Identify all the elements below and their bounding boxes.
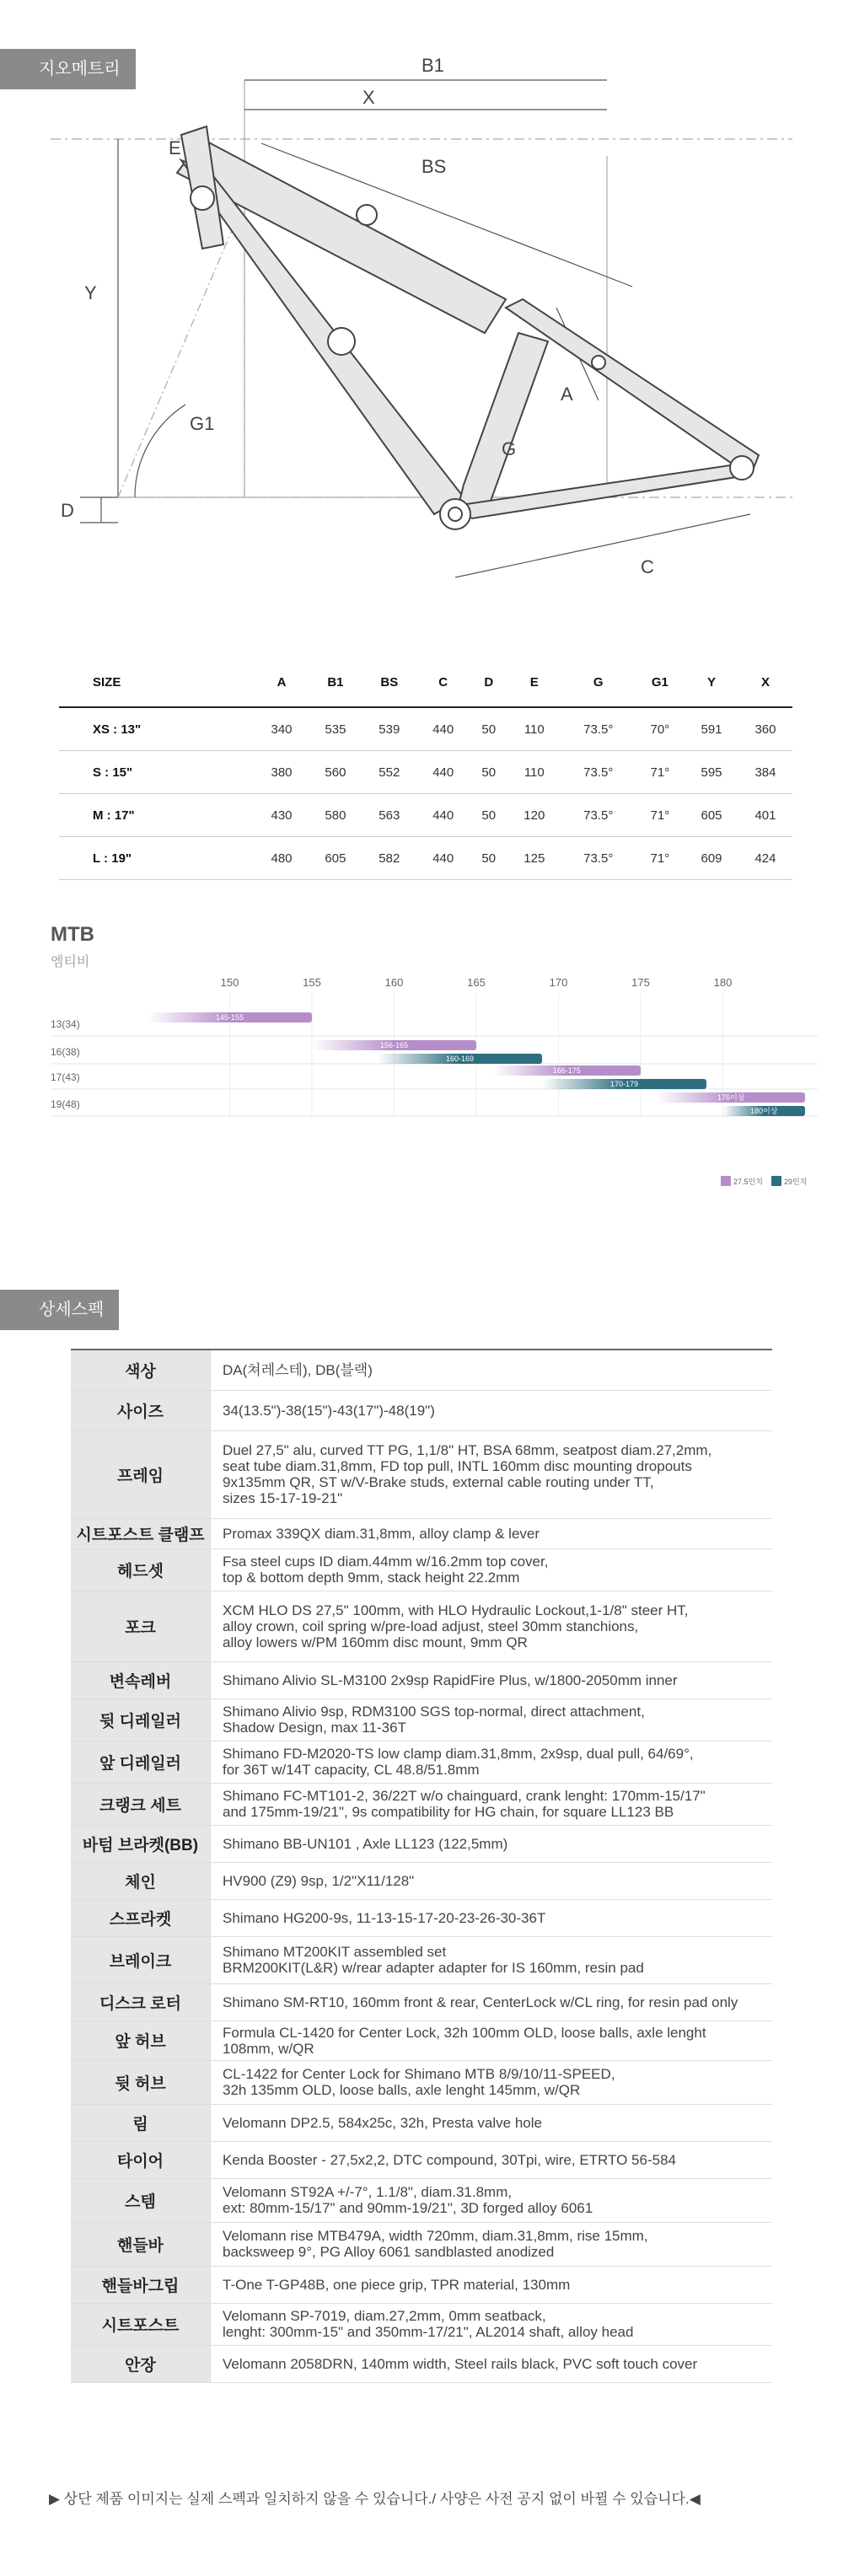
geometry-cell: 424 [738,837,792,880]
spec-label: 변속레버 [71,1661,211,1699]
geometry-cell: 605 [309,837,362,880]
spec-label: 림 [71,2104,211,2141]
spec-row [71,2060,772,2104]
spec-value-line: XCM HLO DS 27,5" 100mm, with HLO Hydraulic Lockout,1-1/8" steer HT, [223,1602,689,1618]
spec-value-line: top & bottom depth 9mm, stack height 22.2mm [223,1570,520,1586]
geometry-header-cell: X [738,657,792,707]
geometry-cell: 71° [636,751,685,794]
geometry-cell: 563 [362,794,416,837]
geometry-cell: 73.5° [561,751,636,794]
mtb-chart-title: MTB [51,923,94,946]
label-d: D [61,500,74,521]
spec-value-line: BRM200KIT(L&R) w/rear adapter adapter for IS 160mm, resin pad [223,1960,644,1976]
spec-value [211,1699,773,1741]
range-bar-label: 180이상 [750,1107,778,1115]
geometry-cell: 535 [309,707,362,751]
spec-row [71,2303,772,2345]
spec-value-line: ext: 80mm-15/17" and 90mm-19/21", 3D forged alloy 6061 [223,2200,593,2216]
spec-value-line: Velomann ST92A +/-7°, 1.1/8", diam.31.8mm, [223,2184,513,2200]
geometry-cell: 401 [738,794,792,837]
geometry-cell: 120 [507,794,561,837]
spec-label: 색상 [71,1350,211,1390]
legend-label-29: 29인치 [784,1178,808,1186]
spec-value-line: Velomann 2058DRN, 140mm width, Steel rails black, PVC soft touch cover [223,2355,698,2372]
geometry-cell: 552 [362,751,416,794]
label-b1: B1 [422,55,444,76]
spec-value-line: alloy crown, coil spring w/pre-load adjust, steel 30mm stanchions, [223,1618,639,1634]
spec-row [71,2345,772,2382]
spec-row [71,2178,772,2222]
axis-tick-label: 170 [549,976,568,989]
spec-value-line: Shimano SM-RT10, 160mm front & rear, CenterLock w/CL ring, for resin pad only [223,1994,738,2010]
spec-label: 포크 [71,1591,211,1661]
spec-row [71,2021,772,2060]
spec-value-line: Shimano FD-M2020-TS low clamp diam.31,8mm, 2x9sp, dual pull, 64/69°, [223,1746,694,1762]
spec-value-line: seat tube diam.31,8mm, FD top pull, INTL 160mm disc mounting dropouts [223,1458,692,1474]
geometry-cell: 582 [362,837,416,880]
geometry-cell: 539 [362,707,416,751]
geometry-header-cell: A [255,657,309,707]
spec-value [211,2021,773,2060]
label-x: X [362,87,375,108]
range-bar-label: 176이상 [717,1093,745,1102]
spec-value-line: Velomann rise MTB479A, width 720mm, diam.31,8mm, rise 15mm, [223,2228,648,2244]
spec-label: 사이즈 [71,1390,211,1430]
spec-label: 체인 [71,1862,211,1899]
geometry-cell: 340 [255,707,309,751]
geometry-cell: 580 [309,794,362,837]
spec-row [71,1936,772,1983]
geometry-cell: 110 [507,707,561,751]
label-y: Y [84,282,97,303]
spec-value [211,2222,773,2266]
spec-value [211,2266,773,2303]
spec-row [71,1548,772,1591]
geometry-cell: 440 [416,707,470,751]
label-g1: G1 [190,413,215,434]
spec-label: 앞 허브 [71,2021,211,2060]
spec-label: 디스크 로터 [71,1983,211,2021]
geometry-cell: L : 19" [59,837,255,880]
label-e: E [169,137,181,158]
geometry-cell: 71° [636,794,685,837]
spec-value-line: T-One T-GP48B, one piece grip, TPR material, 130mm [223,2276,571,2293]
spec-label: 핸들바 [71,2222,211,2266]
spec-value-line: Shimano MT200KIT assembled set [223,1944,447,1960]
geometry-cell: 125 [507,837,561,880]
spec-value-line: alloy lowers w/PM 160mm disc mount, 9mm QR [223,1634,528,1650]
spec-table [71,1349,772,2383]
spec-row [71,2266,772,2303]
spec-value-line: 34(13.5")-38(15")-43(17")-48(19") [223,1402,435,1419]
geometry-header-cell: E [507,657,561,707]
disclaimer-note: ▶ 상단 제품 이미지는 실제 스펙과 일치하지 않을 수 있습니다./ 사양은 사전 공지 없이 바뀔 수 있습니다.◀ [49,2491,701,2507]
spec-label: 시트포스트 [71,2303,211,2345]
geometry-row [59,707,792,751]
geometry-cell: 110 [507,751,561,794]
spec-value-line: sizes 15-17-19-21" [223,1490,343,1506]
spec-value [211,1983,773,2021]
legend-swatch-27-5 [721,1176,731,1186]
row-label: 16(38) [51,1046,80,1058]
geometry-cell: 440 [416,794,470,837]
label-bs: BS [422,156,447,177]
geometry-header-cell: D [470,657,507,707]
spec-value [211,2303,773,2345]
geometry-cell: 384 [738,751,792,794]
spec-value [211,2141,773,2178]
axis-tick-label: 175 [631,976,650,989]
spec-label: 헤드셋 [71,1548,211,1591]
spec-row [71,2222,772,2266]
spec-label: 핸들바그립 [71,2266,211,2303]
row-label: 13(34) [51,1018,80,1030]
spec-value [211,1390,773,1430]
spec-value [211,2060,773,2104]
spec-row [71,1899,772,1936]
geometry-cell: 591 [685,707,738,751]
geometry-cell: 595 [685,751,738,794]
geometry-header-cell: C [416,657,470,707]
spec-value-line: Shimano HG200-9s, 11-13-15-17-20-23-26-30-36T [223,1909,546,1926]
spec-value-line: Promax 339QX diam.31,8mm, alloy clamp & lever [223,1525,540,1542]
geometry-cell: 50 [470,707,507,751]
spec-value [211,1591,773,1661]
label-g: G [502,438,517,459]
spec-value [211,2178,773,2222]
mtb-chart-subtitle: 엠티비 [51,955,90,969]
legend-swatch-29 [771,1176,781,1186]
spec-value-line: Shimano FC-MT101-2, 36/22T w/o chainguard, crank lenght: 170mm-15/17" [223,1788,706,1804]
axis-tick-label: 160 [384,976,404,989]
spec-value-line: 9x135mm QR, ST w/V-Brake studs, external cable routing under TT, [223,1474,654,1490]
geometry-cell: 73.5° [561,837,636,880]
spec-value-line: and 175mm-19/21", 9s compatibility for HG chain, for square LL123 BB [223,1804,674,1820]
geometry-table [59,657,792,880]
geometry-cell: 609 [685,837,738,880]
geometry-header-cell: G [561,657,636,707]
spec-value [211,1430,773,1518]
spec-value [211,1350,773,1390]
spec-row [71,1390,772,1430]
spec-label: 스템 [71,2178,211,2222]
spec-row [71,1661,772,1699]
spec-row [71,1783,772,1825]
row-label: 19(48) [51,1098,80,1110]
spec-value-line: CL-1422 for Center Lock for Shimano MTB 8/9/10/11-SPEED, [223,2066,615,2082]
spec-label: 프레임 [71,1430,211,1518]
spec-value-line: Fsa steel cups ID diam.44mm w/16.2mm top cover, [223,1554,549,1570]
geometry-cell: 50 [470,751,507,794]
geometry-row [59,837,792,880]
geometry-cell: 73.5° [561,707,636,751]
spec-value-line: Shadow Design, max 11-36T [223,1720,406,1736]
spec-value-line: Velomann SP-7019, diam.27,2mm, 0mm seatback, [223,2308,546,2324]
spec-value-line: DA(쳐레스테), DB(블랙) [223,1361,373,1378]
spec-value-line: HV900 (Z9) 9sp, 1/2"X11/128" [223,1872,415,1889]
axis-tick-label: 165 [467,976,486,989]
spec-value [211,1661,773,1699]
geometry-cell: 73.5° [561,794,636,837]
geometry-cell: XS : 13" [59,707,255,751]
geometry-header-cell: B1 [309,657,362,707]
geometry-header-cell: BS [362,657,416,707]
range-bar-label: 160-169 [445,1055,475,1063]
label-a: A [561,384,573,405]
size-chart [42,961,835,1205]
spec-row [71,1741,772,1783]
range-bar-label: 166-175 [552,1066,581,1075]
spec-value [211,1936,773,1983]
frame-geometry-diagram [51,46,792,586]
geometry-cell: 50 [470,837,507,880]
geometry-row [59,794,792,837]
spec-row [71,2104,772,2141]
spec-value-line: Formula CL-1420 for Center Lock, 32h 100mm OLD, loose balls, axle lenght 108mm, w/QR [223,2024,706,2057]
geometry-cell: 430 [255,794,309,837]
legend-label-27-5: 27.5인치 [733,1178,763,1186]
spec-value-line: Duel 27,5" alu, curved TT PG, 1,1/8" HT, BSA 68mm, seatpost diam.27,2mm, [223,1442,712,1458]
spec-row [71,1983,772,2021]
spec-label: 브레이크 [71,1936,211,1983]
spec-value [211,2104,773,2141]
range-bar-label: 156-165 [379,1041,409,1049]
spec-label: 뒷 디레일러 [71,1699,211,1741]
geometry-cell: 440 [416,837,470,880]
spec-tag: 상세스펙 [0,1290,119,1330]
spec-value-line: Velomann DP2.5, 584x25c, 32h, Presta valve hole [223,2114,542,2131]
geometry-cell: M : 17" [59,794,255,837]
spec-value-line: Kenda Booster - 27,5x2,2, DTC compound, 30Tpi, wire, ETRTO 56-584 [223,2151,676,2168]
spec-label: 타이어 [71,2141,211,2178]
geometry-cell: 71° [636,837,685,880]
spec-value-line: backsweep 9°, PG Alloy 6061 sandblasted anodized [223,2244,555,2260]
spec-row [71,2141,772,2178]
geometry-cell: 360 [738,707,792,751]
spec-row [71,1518,772,1548]
geometry-cell: 70° [636,707,685,751]
spec-value [211,1862,773,1899]
spec-value [211,1741,773,1783]
spec-value-line: Shimano Alivio SL-M3100 2x9sp RapidFire Plus, w/1800-2050mm inner [223,1672,678,1688]
geometry-cell: S : 15" [59,751,255,794]
spec-label: 크랭크 세트 [71,1783,211,1825]
spec-value [211,2345,773,2382]
spec-label: 바텀 브라켓(BB) [71,1825,211,1862]
spec-row [71,1350,772,1390]
spec-label: 안장 [71,2345,211,2382]
geometry-cell: 560 [309,751,362,794]
geometry-header-cell: SIZE [59,657,255,707]
axis-tick-label: 155 [303,976,321,989]
spec-label: 앞 디레일러 [71,1741,211,1783]
spec-value-line: Shimano BB-UN101 , Axle LL123 (122,5mm) [223,1835,508,1852]
spec-value [211,1548,773,1591]
geometry-header-cell: Y [685,657,738,707]
spec-value-line: lenght: 300mm-15" and 350mm-17/21", AL2014 shaft, alloy head [223,2324,634,2340]
spec-label: 뒷 허브 [71,2060,211,2104]
spec-value [211,1783,773,1825]
spec-value [211,1899,773,1936]
row-label: 17(43) [51,1071,80,1083]
spec-value [211,1518,773,1548]
range-bar-label: 145-155 [215,1013,244,1022]
geometry-header-cell: G1 [636,657,685,707]
geometry-cell: 380 [255,751,309,794]
range-bar-label: 170-179 [609,1080,639,1088]
spec-row [71,1862,772,1899]
spec-value-line: for 36T w/14T capacity, CL 48.8/51.8mm [223,1762,480,1778]
spec-row [71,1699,772,1741]
axis-tick-label: 180 [713,976,733,989]
spec-value-line: Shimano Alivio 9sp, RDM3100 SGS top-normal, direct attachment, [223,1704,645,1720]
geometry-tag: 지오메트리 [0,49,136,89]
spec-row [71,1825,772,1862]
axis-tick-label: 150 [220,976,239,989]
geometry-cell: 480 [255,837,309,880]
geometry-cell: 605 [685,794,738,837]
spec-label: 시트포스트 클램프 [71,1518,211,1548]
geometry-cell: 50 [470,794,507,837]
spec-value-line: 32h 135mm OLD, loose balls, axle lenght 145mm, w/QR [223,2082,581,2098]
label-c: C [641,556,654,577]
spec-label: 스프라켓 [71,1899,211,1936]
spec-row [71,1430,772,1518]
geometry-cell: 440 [416,751,470,794]
spec-row [71,1591,772,1661]
spec-value [211,1825,773,1862]
geometry-row [59,751,792,794]
